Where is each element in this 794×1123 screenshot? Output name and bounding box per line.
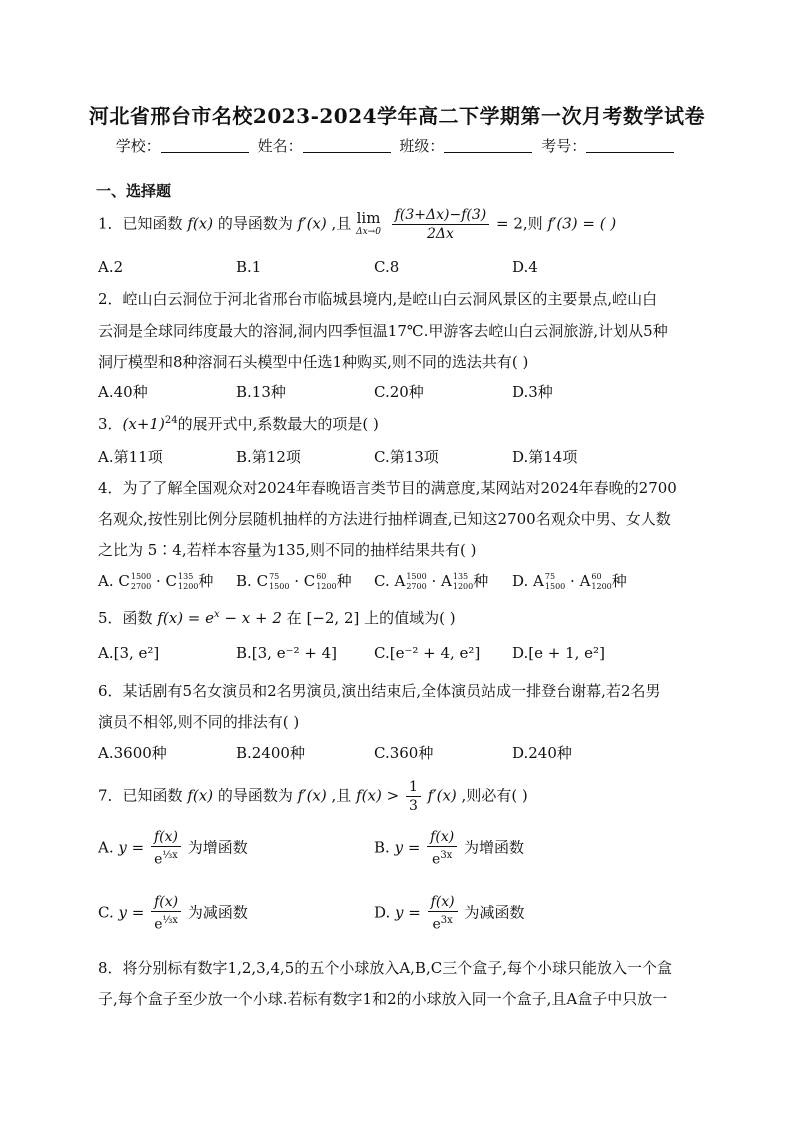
q6-option-b[interactable]: B.2400种 — [236, 744, 305, 762]
q4-option-d[interactable]: D. A 75 1500 · A 60 1200 种 — [512, 572, 627, 591]
q1-limit — [356, 208, 381, 239]
q6-option-c[interactable]: C.360种 — [374, 744, 434, 762]
q3-rest: 的展开式中,系数最大的项是( ) — [177, 415, 379, 433]
q5-option-c[interactable]: C.[e⁻² + 4, e²] — [374, 644, 481, 662]
q1-frac-den: 2Δx — [427, 226, 454, 242]
q7-a-den-exp: ⅓x — [162, 850, 178, 861]
q2-line-2: 云洞是全球同纬度最大的溶洞,洞内四季恒温17℃.甲游客去崆山白云洞旅游,计划从5种 — [98, 322, 668, 340]
q4-a-l2: 1200 — [178, 582, 199, 591]
q7-d-letter: D. — [374, 903, 391, 922]
q5-option-a[interactable]: A.[3, e²] — [98, 644, 160, 662]
q5-prefix: 5．函数 — [98, 609, 153, 627]
exam-title: 河北省邢台市名校2023-2024学年高二下学期第一次月考数学试卷 — [88, 104, 706, 128]
q1-text-e: f′(3) = ( ) — [547, 214, 617, 233]
q7-text-d: ,则必有( ) — [461, 786, 528, 805]
q5-option-d[interactable]: D.[e + 1, e²] — [512, 644, 605, 662]
q3-option-b[interactable]: B.第12项 — [236, 448, 301, 466]
q7-b-num: f(x) — [427, 828, 457, 847]
q7-option-c[interactable] — [98, 893, 248, 934]
q1-lim-word: lim — [356, 208, 381, 227]
q4-d-l2: 1200 — [591, 582, 612, 591]
q7-c-tail: 为减函数 — [187, 903, 248, 922]
q7-b-y: y = — [394, 838, 421, 857]
q4-d-tail: 种 — [611, 572, 627, 590]
q7-d-fraction — [428, 893, 458, 934]
q7-d-num: f(x) — [428, 893, 458, 912]
q1-fpx: f′(x) — [297, 214, 327, 233]
q2-line-1: 2．崆山白云洞位于河北省邢台市临城县境内,是崆山白云洞风景区的主要景点,崆山白 — [98, 290, 658, 308]
q3-option-c[interactable]: C.第13项 — [374, 448, 439, 466]
q8-line-2: 子,每个盒子至少放一个小球.若标有数字1和2的小球放入同一个盒子,且A盒子中只放一 — [98, 990, 668, 1008]
q1-text-a: 1．已知函数 — [98, 214, 183, 233]
q7-d-y: y = — [395, 903, 421, 922]
q7-b-den: e — [432, 851, 441, 868]
q3-prefix: 3． — [98, 415, 123, 433]
q1-lim-sub: Δx→0 — [356, 226, 381, 237]
school-label: 学校： — [115, 137, 161, 155]
q4-a-u1: 1500 — [130, 572, 152, 581]
q7-ineq-b: f′(x) — [427, 786, 457, 805]
q7-a-tail: 为增函数 — [187, 838, 248, 857]
school-blank[interactable] — [161, 138, 249, 153]
q3-stem — [98, 413, 379, 434]
q1-option-c[interactable]: C.8 — [374, 258, 400, 276]
q5-stem — [98, 607, 456, 628]
q7-a-y: y = — [118, 838, 145, 857]
q2-option-b[interactable]: B.13种 — [236, 383, 286, 401]
q4-option-c[interactable]: C. A 1500 2700 · A 135 1200 种 — [374, 572, 489, 591]
q7-a-num: f(x) — [151, 828, 181, 847]
q7-stem — [98, 778, 528, 815]
q7-c-fraction — [151, 893, 181, 934]
q5-func-rest: − x + 2 — [219, 609, 282, 627]
q7-text-c: ,且 — [331, 786, 352, 805]
q4-c-u2: 135 — [452, 572, 469, 581]
exam-number-blank[interactable] — [586, 138, 674, 153]
q7-c-den-exp: ⅓x — [162, 915, 178, 926]
q7-ineq-a: f(x) > — [356, 786, 400, 805]
q4-b-u1: 75 — [269, 572, 280, 581]
q5-option-b[interactable]: B.[3, e⁻² + 4] — [236, 644, 338, 662]
q4-d-u2: 60 — [591, 572, 602, 581]
q6-line-1: 6．某话剧有5名女演员和2名男演员,演出结束后,全体演员站成一排登台谢幕,若2名男 — [98, 682, 661, 700]
q6-option-a[interactable]: A.3600种 — [98, 744, 167, 762]
q5-mid: 在 — [286, 609, 302, 627]
q7-fpx: f′(x) — [297, 786, 327, 805]
q6-option-d[interactable]: D.240种 — [512, 744, 572, 762]
q3-expr: (x+1) — [122, 415, 165, 433]
q4-a-s1: C — [118, 572, 130, 590]
q4-a-s2: C — [165, 572, 178, 590]
q2-option-a[interactable]: A.40种 — [98, 383, 148, 401]
q1-fraction — [392, 206, 490, 243]
q4-line-3: 之比为 5∶4,若样本容量为135,则不同的抽样结果共有( ) — [98, 541, 477, 559]
q7-a-fraction — [151, 828, 181, 869]
q4-d-u1: 75 — [544, 572, 556, 581]
q2-line-3: 洞厅模型和8种溶洞石头模型中任选1种购买,则不同的选法共有( ) — [98, 353, 529, 371]
q7-d-tail: 为减函数 — [464, 903, 525, 922]
q4-b-l2: 1200 — [316, 582, 337, 591]
q7-b-tail: 为增函数 — [463, 838, 524, 857]
class-blank[interactable] — [444, 138, 532, 153]
q8-line-1: 8．将分别标有数字1,2,3,4,5的五个小球放入A,B,C三个盒子,每个小球只能放入一个盒 — [98, 959, 672, 977]
q1-text-b: 的导函数为 — [217, 214, 293, 233]
q4-d-s2: A — [579, 572, 591, 590]
q7-option-b[interactable] — [374, 828, 524, 869]
q7-d-den: e — [432, 916, 441, 933]
q4-c-u1: 1500 — [406, 572, 427, 581]
q1-fx: f(x) — [187, 214, 214, 233]
section-heading-choice: 一、选择题 — [96, 182, 172, 200]
name-label: 姓名： — [257, 137, 303, 155]
q4-b-l1: 1500 — [269, 582, 290, 591]
q4-c-s1: A — [394, 572, 406, 590]
class-label: 班级： — [399, 137, 445, 155]
q4-d-letter: D. — [512, 572, 529, 590]
q1-option-d[interactable]: D.4 — [512, 258, 538, 276]
q4-d-s1: A — [533, 572, 544, 590]
name-blank[interactable] — [303, 138, 391, 153]
q1-option-a[interactable]: A.2 — [98, 258, 124, 276]
q7-option-d[interactable] — [374, 893, 524, 934]
q3-exp: 24 — [164, 415, 178, 426]
q7-a-letter: A. — [98, 838, 114, 857]
student-info-row — [0, 135, 794, 156]
question-1-stem — [98, 206, 616, 243]
q1-option-b[interactable]: B.1 — [236, 258, 262, 276]
q4-b-tail: 种 — [336, 572, 352, 590]
q7-b-fraction — [427, 828, 457, 869]
q7-third-den: 3 — [408, 798, 418, 814]
q4-b-letter: B. — [236, 572, 252, 590]
q7-text-a: 7．已知函数 — [98, 786, 183, 805]
q7-third-num: 1 — [406, 778, 421, 797]
q4-option-b[interactable]: B. C 75 1500 · C 60 1200 种 — [236, 572, 352, 591]
q4-b-s2: C — [303, 572, 316, 590]
q4-a-u2: 135 — [178, 572, 194, 581]
q5-tail: 上的值域为( ) — [364, 609, 456, 627]
q7-b-letter: B. — [374, 838, 390, 857]
q1-frac-num: f(3+Δx)−f(3) — [392, 206, 490, 225]
exam-number-label: 考号： — [541, 137, 587, 155]
q7-third-fraction — [406, 778, 421, 815]
q7-c-num: f(x) — [151, 893, 181, 912]
q7-c-den: e — [154, 916, 163, 933]
q1-text-d: = 2,则 — [496, 214, 543, 233]
q3-option-d[interactable]: D.第14项 — [512, 448, 578, 466]
q4-a-tail: 种 — [198, 572, 214, 590]
q7-c-letter: C. — [98, 903, 114, 922]
q7-a-den: e — [154, 851, 163, 868]
q4-line-2: 名观众,按性别比例分层随机抽样的方法进行抽样调查,已知这2700名观众中男、女人数 — [98, 510, 671, 528]
q7-b-den-exp: 3x — [440, 850, 453, 861]
q6-line-2: 演员不相邻,则不同的排法有( ) — [98, 713, 300, 731]
q4-b-u2: 60 — [316, 572, 327, 581]
q4-c-l2: 1200 — [452, 582, 474, 591]
q2-option-c[interactable]: C.20种 — [374, 383, 424, 401]
q1-text-c: ,且 — [331, 214, 352, 233]
q7-fx: f(x) — [187, 786, 214, 805]
q4-c-l1: 2700 — [406, 582, 427, 591]
q4-c-letter: C. — [374, 572, 390, 590]
q7-option-a[interactable] — [98, 828, 248, 869]
q4-line-1: 4．为了了解全国观众对2024年春晚语言类节目的满意度,某网站对2024年春晚的2700 — [98, 479, 677, 497]
q3-option-a[interactable]: A.第11项 — [98, 448, 163, 466]
q7-text-b: 的导函数为 — [217, 786, 293, 805]
q4-c-tail: 种 — [473, 572, 489, 590]
q4-b-s1: C — [256, 572, 269, 590]
q4-a-letter: A. — [98, 572, 114, 590]
q4-option-a[interactable]: A. C 1500 2700 · C 135 1200 种 — [98, 572, 214, 591]
q4-a-l1: 2700 — [130, 582, 152, 591]
q5-interval: [−2, 2] — [306, 609, 360, 627]
q4-c-s2: A — [441, 572, 452, 590]
q2-option-d[interactable]: D.3种 — [512, 383, 553, 401]
q5-func-exp: x — [214, 609, 220, 620]
q4-d-l1: 1500 — [544, 582, 566, 591]
q7-c-y: y = — [118, 903, 145, 922]
q5-func: f(x) = e — [157, 609, 215, 627]
q7-d-den-exp: 3x — [440, 915, 453, 926]
